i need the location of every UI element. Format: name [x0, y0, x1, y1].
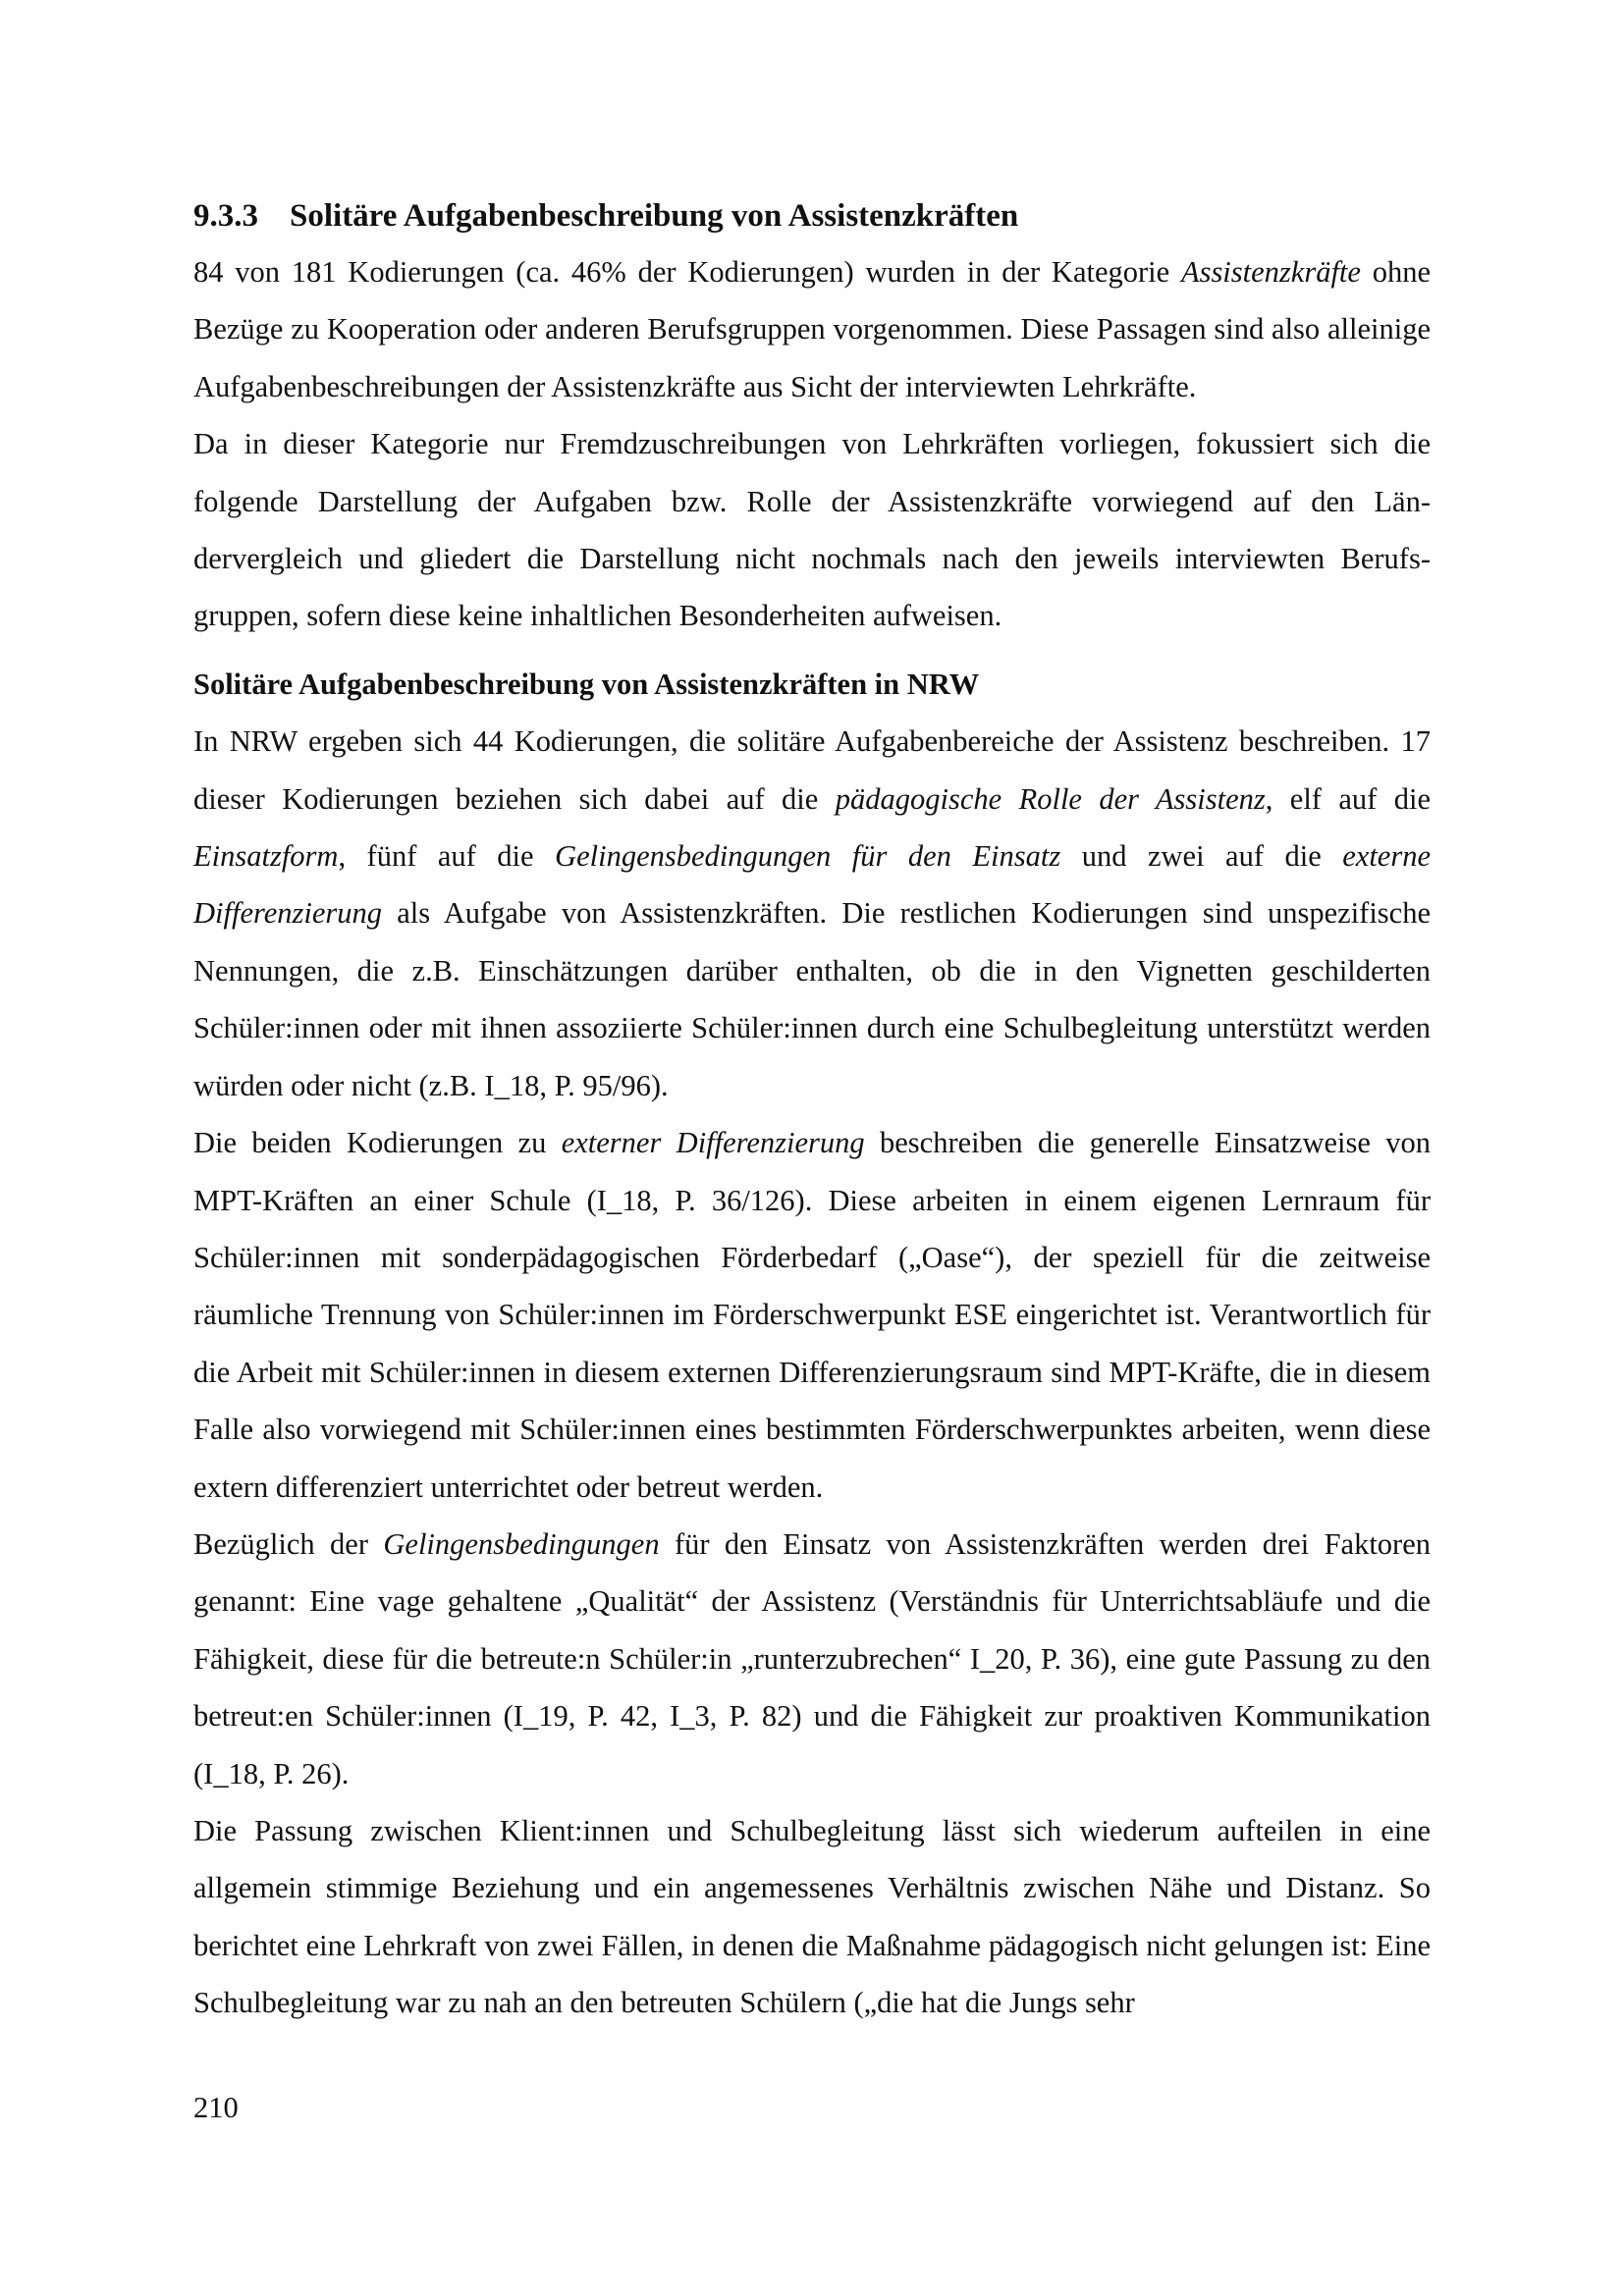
- paragraph-1-text-a: 84 von 181 Kodierungen (ca. 46% der Kodierungen) wurden in der Kategorie: [193, 255, 1181, 289]
- paragraph-2: Da in dieser Kategorie nur Fremdzuschreibungen von Lehrkräften vorliegen, fokussiert sich die folgende Darstellung der Aufgaben bzw. Rolle der Assistenzkräfte vorwiegend auf den Ländervergleich und gliedert die Darstellung nicht nochmals nach den jeweils interviewten Berufsgruppen, sofern diese keine inhaltlichen Besonderheiten aufweisen.: [193, 427, 1431, 633]
- paragraph-4-text-b: beschreiben die generelle Einsatzweise von MPT-Kräften an einer Schule (I_18, P. 36/126). Diese arbeiten in einem eigenen Lernraum für Schüler:innen mit sonderpädagogischen Förderbedarf („Oase“), der speziell für die zeitweise räumliche Trennung von Schüler:innen im Förderschwerpunkt ESE eingerichtet ist. Verantwortlich für die Arbeit mit Schüler:innen in diesem externen Differenzierungsraum sind MPT-Kräfte, die in diesem Falle also vorwiegend mit Schüler:innen eines bestimmten Förderschwerpunktes arbeiten, wenn diese extern differenziert unterrichtet oder betreut werden.: [193, 1126, 1432, 1504]
- paragraph-3-emphasis-c: Gelingensbedingungen für den Einsatz: [555, 839, 1061, 874]
- paragraph-3-text-b: , elf auf die: [1265, 781, 1432, 816]
- paragraph-3-text-d: und zwei auf die: [1060, 839, 1343, 874]
- paragraph-5-text-a: Bezüglich der: [193, 1526, 384, 1561]
- paragraph-5: [193, 1516, 1431, 1802]
- paragraph-3-text-a: In NRW ergeben sich 44 Kodierungen, die solitäre Aufgabenbereiche der Assistenz beschreiben. 17 dieser Kodierungen beziehen sich dabei auf die: [193, 724, 1431, 816]
- paragraph-1-text-b: ohne Bezüge zu Kooperation oder anderen Berufsgruppen vorgenommen. Diese Passagen sind also alleinige Aufgabenbeschreibungen der Assistenzkräfte aus Sicht der interviewten Lehrkräfte.: [193, 255, 1431, 403]
- paragraph-5-emphasis: Gelingensbedingungen: [383, 1526, 660, 1561]
- paragraph-3-text-c: , fünf auf die: [338, 839, 556, 874]
- paragraph-4-text-a: Die beiden Kodierungen zu: [193, 1126, 562, 1160]
- section-heading: [193, 187, 1431, 245]
- paragraph-3-text-e: als Aufgabe von Assistenzkräften. Die restlichen Kodierungen sind unspezifische Nennungen, die z.B. Einschätzungen darüber enthalten, ob die in den Vignetten geschilderten Schüler:innen oder mit ihnen assoziierte Schüler:innen durch eine Schulbegleitung unterstützt werden würden oder nicht (z.B. I_18, P. 95/96).: [193, 896, 1431, 1102]
- paragraph-4: [193, 1114, 1431, 1516]
- paragraph-1-emphasis: Assistenzkräfte: [1180, 255, 1361, 289]
- page-number: 210: [193, 2091, 239, 2124]
- paragraph-3-emphasis-b: Einsatzform: [193, 839, 339, 874]
- paragraph-3-emphasis-d: externe Differenzierung: [193, 839, 1431, 931]
- paragraph-3-emphasis-a: pädagogische Rolle der Assistenz: [835, 781, 1266, 816]
- paragraph-3: [193, 713, 1431, 1114]
- paragraph-1: [193, 243, 1431, 415]
- paragraph-6: Die Passung zwischen Klient:innen und Schulbegleitung lässt sich wiederum aufteilen in eine allgemein stimmige Beziehung und ein angemessenes Verhältnis zwischen Nähe und Distanz. So berichtet eine Lehrkraft von zwei Fällen, in denen die Maßnahme pädagogisch nicht gelungen ist: Eine Schulbegleitung war zu nah an den betreuten Schülern („die hat die Jungs sehr: [193, 1813, 1431, 2020]
- subheading-nrw: Solitäre Aufgabenbeschreibung von Assistenzkräften in NRW: [193, 667, 980, 701]
- paragraph-4-emphasis: externer Differenzierung: [561, 1126, 865, 1160]
- section-number: 9.3.3: [193, 198, 258, 234]
- section-title: Solitäre Aufgabenbeschreibung von Assistenzkräften: [290, 198, 1019, 234]
- paragraph-5-text-b: für den Einsatz von Assistenzkräften werden drei Faktoren genannt: Eine vage gehaltene „Qualität“ der Assistenz (Verständnis für Unterrichtsabläufe und die Fähigkeit, diese für die betreute:n Schüler:in „runterzubrechen“ I_20, P. 36), eine gute Passung zu den betreut:en Schüler:innen (I_19, P. 42, I_3, P. 82) und die Fähigkeit zur proaktiven Kommunikation (I_18, P. 26).: [193, 1526, 1431, 1790]
- document-page: [193, 187, 1431, 2032]
